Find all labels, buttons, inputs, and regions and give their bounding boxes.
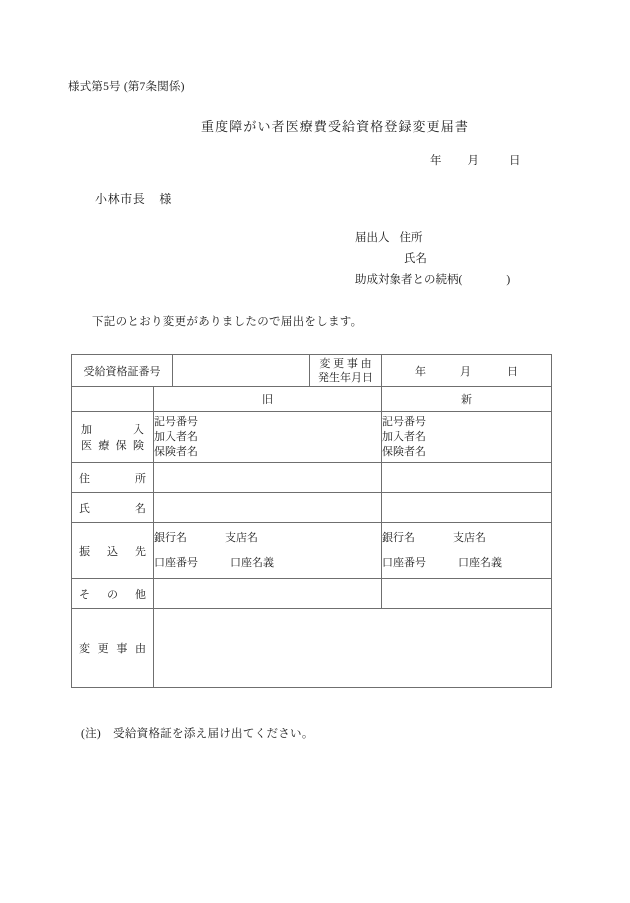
table-row-address xyxy=(72,463,552,493)
other-new-cell[interactable] xyxy=(382,579,552,609)
change-reason-label xyxy=(72,609,154,688)
submitter-name-row xyxy=(355,249,510,270)
table-row-name xyxy=(72,493,552,523)
certificate-number-value[interactable] xyxy=(173,355,310,387)
footnote xyxy=(81,725,314,741)
change-notification-table xyxy=(71,354,552,688)
bank-new-branch-label: 支店名 xyxy=(453,531,486,544)
reason-date-year: 年 xyxy=(415,365,426,378)
table-row-change-reason xyxy=(72,609,552,688)
table-row-bank xyxy=(72,523,552,579)
table-row-other xyxy=(72,579,552,609)
name-old-cell[interactable] xyxy=(154,493,382,523)
insurance-old-symbol-number: 記号番号 xyxy=(154,415,198,428)
bank-old-account-name-label: 口座名義 xyxy=(230,556,274,569)
bank-new-line2 xyxy=(382,556,551,571)
insurance-old-cell[interactable] xyxy=(154,412,382,463)
name-label-text: 氏名 xyxy=(79,502,146,515)
submitter-relation-row xyxy=(355,270,510,291)
submitter-relation-close: ) xyxy=(506,274,511,286)
submitter-block xyxy=(355,228,510,291)
submitter-address-label: 住所 xyxy=(399,232,423,244)
bank-old-line1 xyxy=(154,531,381,546)
statement-text: 下記のとおり変更がありましたので届出をします。 xyxy=(92,316,363,328)
insurance-new-symbol-number: 記号番号 xyxy=(382,415,426,428)
name-label xyxy=(72,493,154,523)
submitter-relation-label: 助成対象者との続柄( xyxy=(355,274,463,286)
submitter-address-row xyxy=(355,228,510,249)
column-header-new: 新 xyxy=(382,387,552,412)
address-label-text: 住所 xyxy=(79,472,146,485)
bank-old-line2 xyxy=(154,556,381,571)
bank-new-account-no-label: 口座番号 xyxy=(382,556,426,569)
bank-old-bank-label: 銀行名 xyxy=(154,531,187,544)
reason-date-month: 月 xyxy=(460,365,471,378)
name-new-cell[interactable] xyxy=(382,493,552,523)
footnote-text: 受給資格証を添え届け出てください。 xyxy=(113,728,314,740)
address-label xyxy=(72,463,154,493)
bank-new-line1 xyxy=(382,531,551,546)
other-label xyxy=(72,579,154,609)
reason-date-label-line1: 変 更 事 由 xyxy=(319,357,372,370)
reason-date-value[interactable] xyxy=(382,355,552,387)
reason-date-label-line2: 発生年月日 xyxy=(318,371,373,384)
change-reason-label-text: 変更事由 xyxy=(79,643,146,655)
date-year-label: 年 xyxy=(430,155,442,167)
footnote-marker: (注) xyxy=(81,728,102,740)
change-reason-value[interactable] xyxy=(154,609,552,688)
date-day-label: 日 xyxy=(509,155,521,167)
certificate-number-label: 受給資格証番号 xyxy=(72,355,173,387)
bank-new-cell[interactable] xyxy=(382,523,552,579)
bank-old-branch-label: 支店名 xyxy=(225,531,258,544)
bank-new-account-name-label: 口座名義 xyxy=(458,556,502,569)
addressee-honorific: 様 xyxy=(159,192,173,206)
table-row-oldnew-header xyxy=(72,387,552,412)
reason-date-day: 日 xyxy=(507,365,518,378)
column-header-old: 旧 xyxy=(154,387,382,412)
insurance-label xyxy=(72,412,154,463)
address-old-cell[interactable] xyxy=(154,463,382,493)
insurance-new-insurer-name: 保険者名 xyxy=(382,445,426,458)
insurance-old-insurer-name: 保険者名 xyxy=(154,445,198,458)
other-old-cell[interactable] xyxy=(154,579,382,609)
bank-old-cell[interactable] xyxy=(154,523,382,579)
insurance-label-line2: 医 療 保 険 xyxy=(81,440,144,452)
address-new-cell[interactable] xyxy=(382,463,552,493)
insurance-new-cell[interactable] xyxy=(382,412,552,463)
addressee-name: 小林市長 xyxy=(95,192,146,206)
oldnew-empty-label xyxy=(72,387,154,412)
table-row-certificate xyxy=(72,355,552,387)
insurance-old-member-name: 加入者名 xyxy=(154,430,198,443)
submitter-label: 届出人 xyxy=(355,232,390,244)
insurance-new-member-name: 加入者名 xyxy=(382,430,426,443)
table-row-insurance xyxy=(72,412,552,463)
bank-old-account-no-label: 口座番号 xyxy=(154,556,198,569)
submission-date-line xyxy=(430,152,521,168)
bank-new-bank-label: 銀行名 xyxy=(382,531,415,544)
date-month-label: 月 xyxy=(467,155,479,167)
bank-label-text: 振込先 xyxy=(79,545,146,558)
bank-label xyxy=(72,523,154,579)
page-title: 重度障がい者医療費受給資格登録変更届書 xyxy=(201,119,469,134)
submitter-name-label: 氏名 xyxy=(404,253,427,265)
insurance-label-line1: 加 入 xyxy=(81,424,144,436)
reason-date-label xyxy=(310,355,382,387)
form-number: 様式第5号 (第7条関係) xyxy=(68,81,185,93)
addressee xyxy=(95,190,172,207)
other-label-text: その他 xyxy=(79,588,146,601)
